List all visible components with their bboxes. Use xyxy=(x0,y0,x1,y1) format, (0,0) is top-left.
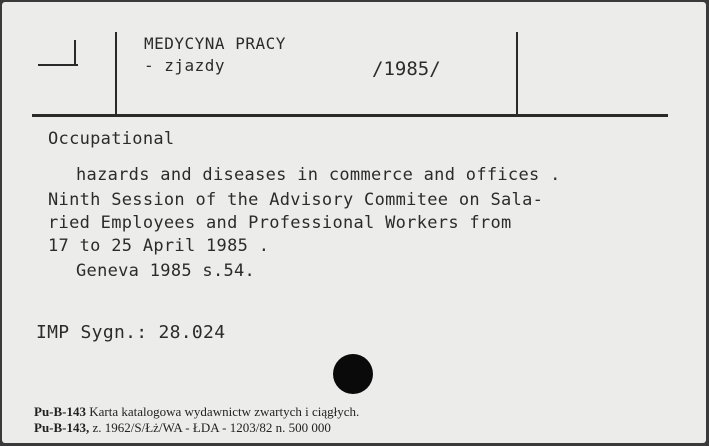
catalog-card xyxy=(2,2,706,443)
description-line: 17 to 25 April 1985 . xyxy=(48,236,270,256)
description-line: Occupational xyxy=(48,129,175,149)
header-rule xyxy=(32,114,668,117)
description-line: Geneva 1985 s.54. xyxy=(76,261,256,281)
description-line: hazards and diseases in commerce and offices . xyxy=(76,165,561,185)
description-line: Ninth Session of the Advisory Commitee on Sala- xyxy=(48,190,544,210)
print-info: z. 1962/S/Łż/WA - ŁDA - 1203/82 n. 500 000 xyxy=(89,420,331,435)
form-code: Pu-B-143 xyxy=(34,404,86,419)
footer-line-2 xyxy=(34,420,331,436)
subject-year: /1985/ xyxy=(372,58,441,80)
form-code: Pu-B-143, xyxy=(34,420,90,435)
call-number: IMP Sygn.: 28.024 xyxy=(36,322,226,343)
header-divider-left xyxy=(115,32,117,115)
description-line: ried Employees and Professional Workers from xyxy=(48,213,512,233)
subject-heading: MEDYCYNA PRACY xyxy=(144,34,286,53)
footer-line-1 xyxy=(34,404,359,420)
corner-mark xyxy=(38,40,76,66)
punch-hole xyxy=(333,354,373,394)
header-divider-right xyxy=(516,32,518,115)
subject-subheading: - zjazdy xyxy=(144,56,226,75)
form-description: Karta katalogowa wydawnictw zwartych i ciągłych. xyxy=(86,404,360,419)
